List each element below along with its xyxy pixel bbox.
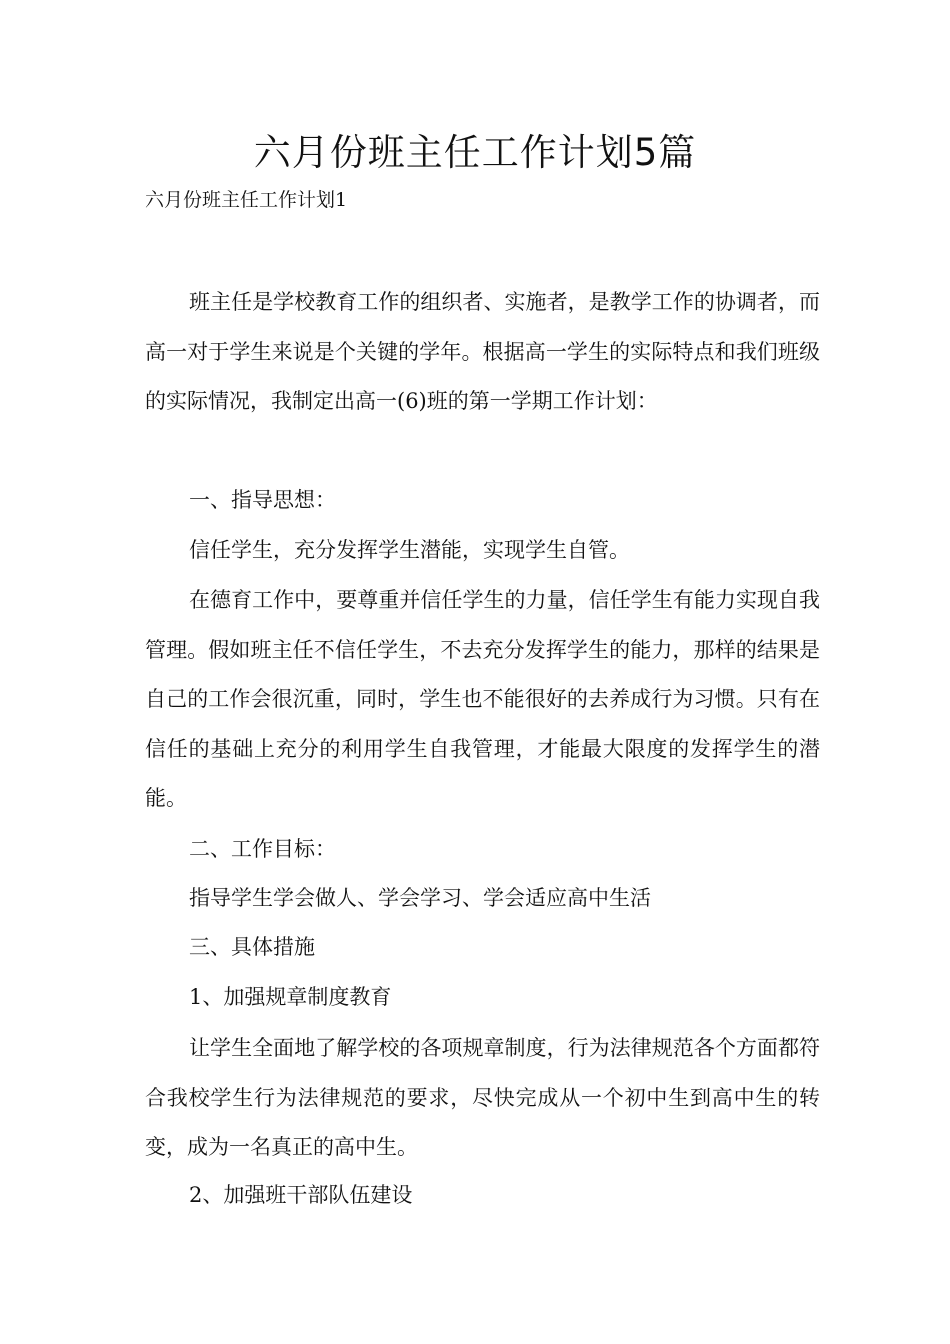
document-subtitle: 六月份班主任工作计划1 [145,189,348,211]
section3-heading: 三、具体措施 [189,935,315,959]
document-title: 六月份班主任工作计划5篇 [253,131,697,174]
section1-body: 在德育工作中，要尊重并信任学生的力量，信任学生有能力实现自我管理。假如班主任不信任学生，不去充分发挥学生的能力，那样的结果是自己的工作会很沉重，同时，学生也不能很好的去养成行为习惯。只有在信任的基础上充分的利用学生自我管理，才能最大限度的发挥学生的潜能。 [145,588,820,811]
section2-body: 指导学生学会做人、学会学习、学会适应高中生活 [189,886,651,910]
intro-paragraph: 班主任是学校教育工作的组织者、实施者，是教学工作的协调者，而高一对于学生来说是个关键的学年。根据高一学生的实际特点和我们班级的实际情况，我制定出高一(6)班的第一学期工作计划： [145,290,820,414]
section2-heading: 二、工作目标： [189,837,336,861]
section1-summary: 信任学生，充分发挥学生潜能，实现学生自管。 [189,538,630,562]
item1-heading: 1、加强规章制度教育 [189,985,392,1009]
item1-body: 让学生全面地了解学校的各项规章制度，行为法律规范各个方面都符合我校学生行为法律规范的要求，尽快完成从一个初中生到高中生的转变，成为一名真正的高中生。 [145,1036,820,1160]
item2-heading: 2、加强班干部队伍建设 [189,1183,413,1207]
section1-heading: 一、指导思想： [189,488,336,512]
